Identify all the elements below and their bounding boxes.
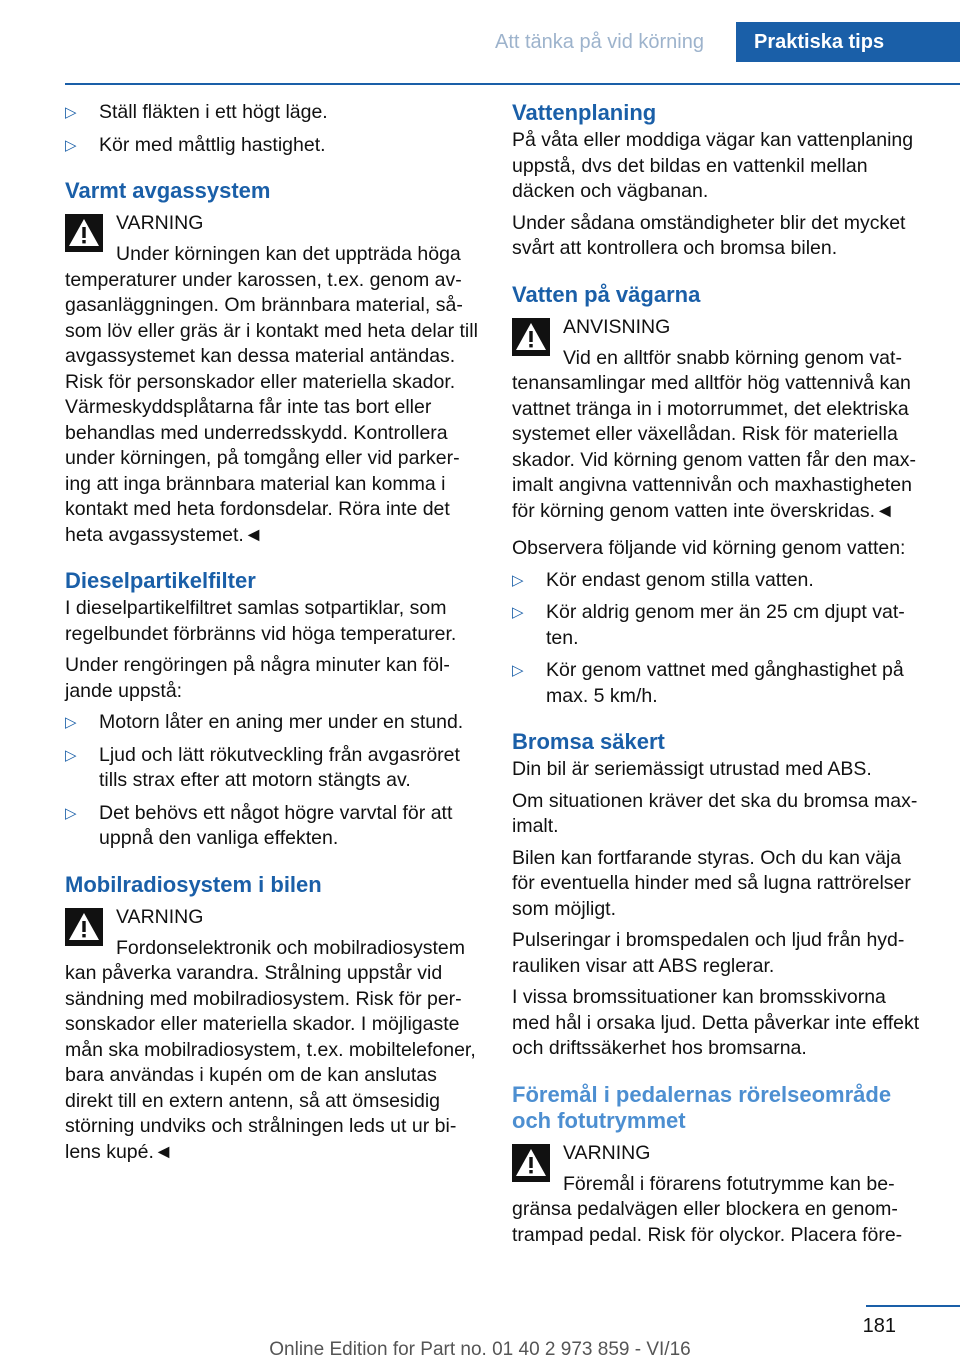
page-number: 181 [862,1315,896,1337]
bullet-arrow-icon: ▷ [65,804,77,822]
heading-dieselpartikelfilter: Dieselpartikelfilter [65,568,256,593]
paragraph: Din bil är seriemässigt utrustad med ABS. [512,758,872,780]
warning-label: VARNING [116,905,204,928]
right-column [512,100,925,1248]
bullet-arrow-icon: ▷ [512,662,524,679]
heading-mobilradiosystem: Mobilradiosystem i bilen [65,871,322,897]
paragraph: Under sådana omständigheter blir det mycket svårt att kontrollera och bromsa bilen. [512,211,906,259]
warning-triangle-icon [65,214,103,252]
list-item: ▷ Det behövs ett något högre varvtal för att uppnå den vanliga effekten. [65,801,453,849]
notice-text: Vid en alltför snabb körning genom vattenansamlingar med alltför hög vattennivå kan vattnet tränga in i motorrummet, det elektriska systemet eller växellådan. Risk för materiella skador. Vid körning genom vatten får den maximalt angivna vattennivån och maxhastigheten för körning genom vatten inte överskridas.◄ [512,346,916,522]
heading-vatten-pa-vagarna: Vatten på vägarna [512,281,701,307]
list-item: ▷ Ställ fläkten i ett högt läge. [65,100,478,126]
edition-note: Online Edition for Part no. 01 40 2 973 859 - VI/16 [269,1339,691,1360]
paragraph: Under rengöringen på några minuter kan följande uppstå: [65,654,450,702]
paragraph: I dieselpartikelfiltret samlas sotpartiklar, som regelbundet förbränns vid höga temperaturer. [65,597,457,645]
list-item: ▷ Kör med måttlig hastighet. [65,133,478,159]
list-item: ▷ Kör genom vattnet med gånghastighet på max. 5 km/h. [512,659,904,707]
warning-label: VARNING [563,1141,651,1164]
list-item: ▷ Kör endast genom stilla vatten. [512,568,925,594]
paragraph: Pulseringar i bromspedalen och ljud från hydrauliken visar att ABS reglerar. [512,929,905,977]
heading-vattenplaning: Vattenplaning [512,100,657,125]
page-header [0,22,960,62]
warning-text: Under körningen kan det uppträda höga temperaturer under karossen, t.ex. genom avgasanläggningen. Om brännbara material, såsom löv eller gräs är i kontakt med heta delar till avgassystemet kan dessa material antändas. Risk för personskador eller materiella skador. Värmeskyddsplåtarna får inte tas bort eller behandlas med underredsskydd. Kontrollera under körningen, på tomgång eller vid parkering att inga brännbara material kan komma i kontakt med heta fordonsdelar. Röra inte det heta avgassystemet.◄ [65,243,478,546]
bullet-arrow-icon: ▷ [512,604,524,621]
warning-triangle-icon [512,318,550,356]
left-column [65,100,478,1165]
notice-label: ANVISNING [563,315,671,338]
list-item: ▷ Motorn låter en aning mer under en stund. [65,710,478,736]
bullet-arrow-icon: ▷ [65,136,77,154]
warning-triangle-icon [65,908,103,946]
paragraph: På våta eller moddiga vägar kan vattenplaning uppstå, dvs det bildas en vattenkil mellan däcken och vägbanan. [512,129,914,202]
paragraph: I vissa bromssituationer kan bromsskivorna med hål i orsaka ljud. Detta påverkar inte effekt och driftssäkerhet hos bromsarna. [512,986,920,1059]
list-item: ▷ Kör aldrig genom mer än 25 cm djupt vatten. [512,601,905,649]
notice-block [512,314,925,525]
heading-bromsa-sakert: Bromsa säkert [512,729,665,754]
bullet-arrow-icon: ▷ [512,571,524,589]
warning-block [512,1140,925,1249]
warning-text: Fordonselektronik och mobilradiosystem kan påverka varandra. Strålning uppstår vid sändning med mobilradiosystem. Risk för personskador eller materiella skador. I möjligaste mån ska mobilradiosystem, t.ex. mobiltelefoner, bara användas i kupén om de kan anslutas direkt till en extern antenn, så att ömsesidig störning undviks och strålningen leds ut ur bilens kupé.◄ [65,936,476,1163]
heading-varmt-avgassystem: Varmt avgassystem [65,178,271,203]
warning-block [65,210,478,548]
section-title: Att tänka på vid körning [494,31,704,53]
list-item: ▷ Ljud och lätt rökutveckling från avgasröret tills strax efter att motorn stängts av. [65,743,460,791]
heading-foremal-i-pedalernas: Föremål i pedalernas rörelseområde och fotutrymmet [512,1081,892,1133]
bullet-arrow-icon: ▷ [65,104,77,121]
bullet-arrow-icon: ▷ [65,746,77,764]
paragraph: Om situationen kräver det ska du bromsa maximalt. [512,789,918,837]
header-divider [65,83,960,85]
paragraph: Observera följande vid körning genom vatten: [512,537,906,559]
warning-triangle-icon [512,1144,550,1182]
warning-block [65,904,478,1166]
warning-text: Föremål i förarens fotutrymme kan begränsa pedalvägen eller blockera en genomtrampad pedal. Risk för olyckor. Placera före- [512,1172,903,1246]
warning-label: VARNING [116,212,204,234]
chapter-tab: Praktiska tips [736,22,960,62]
paragraph: Bilen kan fortfarande styras. Och du kan väja för eventuella hinder med så lugna rattrörelser som möjligt. [512,846,911,920]
bullet-arrow-icon: ▷ [65,714,77,731]
footer-divider [866,1305,960,1307]
